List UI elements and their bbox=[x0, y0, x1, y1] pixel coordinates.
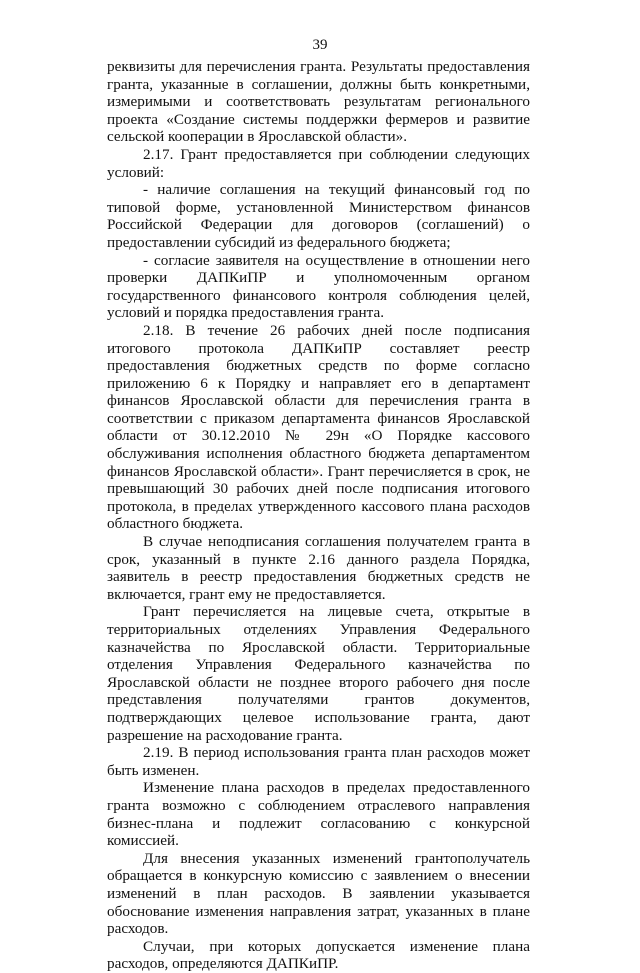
paragraph-change-cases: Случаи, при которых допускается изменение плана расходов, определяются ДАПКиПР. bbox=[107, 937, 530, 973]
paragraph-2-17: 2.17. Грант предоставляется при соблюдении следующих условий: bbox=[107, 145, 530, 181]
paragraph-transfer-accounts: Грант перечисляется на лицевые счета, открытые в территориальных отделениях Управления Федерального казначейства по Ярославской области. Территориальные отделения Управления Федерального казначейства по Ярославской области не позднее второго рабочего дня после представления получателями грантов документов, подтверждающих целевое использование гранта, дают разрешение на расходование гранта. bbox=[107, 603, 530, 744]
paragraph-2-19: 2.19. В период использования гранта план расходов может быть изменен. bbox=[107, 744, 530, 779]
paragraph-results-requirements: реквизиты для перечисления гранта. Результаты предоставления гранта, указанные в соглашении, должны быть конкретными, измеримыми и соответствовать результатам регионального проекта «Создание системы поддержки фермеров и развитие сельской кооперации в Ярославской области». bbox=[107, 58, 530, 146]
page-number: 39 bbox=[312, 37, 328, 53]
body-text bbox=[107, 58, 530, 973]
paragraph-non-signing: В случае неподписания соглашения получателем гранта в срок, указанный в пункте 2.16 данного раздела Порядка, заявитель в реестр предоставления бюджетных средств не включается, грант ему не предоставляется. bbox=[107, 533, 530, 603]
paragraph-condition-agreement: - наличие соглашения на текущий финансовый год по типовой форме, установленной Министерством финансов Российской Федерации для договоров (соглашений) о предоставлении субсидий из федерального бюджета; bbox=[107, 181, 530, 251]
paragraph-2-18: 2.18. В течение 26 рабочих дней после подписания итогового протокола ДАПКиПР составляет реестр предоставления бюджетных средств по форме согласно приложению 6 к Порядку и направляет его в департамент финансов Ярославской области для перечисления гранта в соответствии с приказом департамента финансов Ярославской области от 30.12.2010 № 29н «О Порядке кассового обслуживания исполнения областного бюджета департаментом финансов Ярославской области». Грант перечисляется в срок, не превышающий 30 рабочих дней после подписания итогового протокола, в пределах утвержденного кассового плана расходов областного бюджета. bbox=[107, 321, 530, 533]
paragraph-condition-consent: - согласие заявителя на осуществление в отношении него проверки ДАПКиПР и уполномоченным органом государственного финансового контроля соблюдения целей, условий и порядка предоставления гранта. bbox=[107, 251, 530, 322]
paragraph-plan-change: Изменение плана расходов в пределах предоставленного гранта возможно с соблюдением отраслевого направления бизнес-плана и подлежит согласованию с конкурсной комиссией. bbox=[107, 779, 530, 850]
paragraph-change-application: Для внесения указанных изменений грантополучатель обращается в конкурсную комиссию с заявлением о внесении изменений в план расходов. В заявлении указывается обоснование изменения направления затрат, указанных в плане расходов. bbox=[107, 849, 530, 938]
